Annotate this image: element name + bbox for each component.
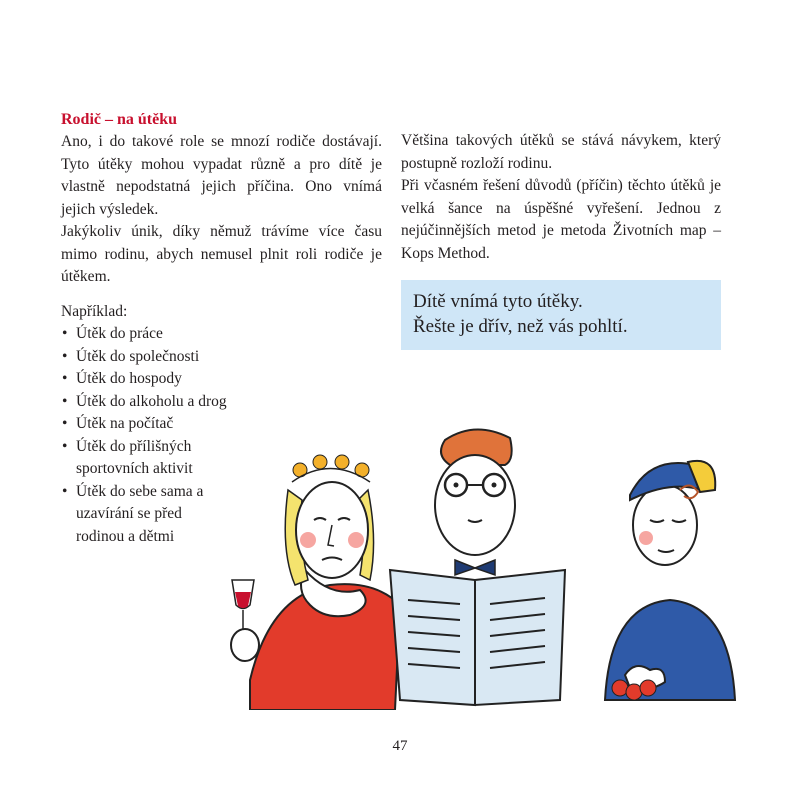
man-figure: [390, 429, 565, 705]
list-item: • Útěk do práce: [61, 323, 382, 346]
left-paragraph-1: Ano, i do takové role se mnozí rodiče dostávají. Tyto útěky mohou vypadat různě a pro dítě je vlastně nepodstatná jejich příčina. Ono vnímá jejich výsledek.: [61, 133, 382, 218]
right-paragraph-2: Při včasném řešení důvodů (příčin) těchto útěků je velká šance na úspěšné vyřešení. Jednou z nejúčinnějších metod je metoda Životních map – Kops Method.: [401, 177, 721, 262]
right-column: [401, 130, 721, 265]
list-item: • Útěk do alkoholu a drog: [61, 391, 382, 414]
list-item: • Útěk do společnosti: [61, 346, 382, 369]
woman-figure: [231, 455, 400, 710]
callout-line-2: Řešte je dřív, než vás pohltí.: [413, 316, 628, 337]
callout-box: [401, 280, 721, 350]
callout-line-1: Dítě vnímá tyto útěky.: [413, 291, 583, 312]
list-intro: Například:: [61, 302, 128, 320]
family-illustration: [210, 420, 750, 710]
boy-figure: [605, 461, 735, 700]
left-paragraph-2: Jakýkoliv únik, díky němuž trávíme více času mimo rodinu, abych nemusel plnit roli rodiče je útěkem.: [61, 223, 382, 285]
list-item: • Útěk do hospody: [61, 368, 382, 391]
list-item: • Útěk na počítač: [61, 413, 382, 436]
page-number: 47: [392, 738, 408, 754]
list-item: • Útěk do přílišných sportovních aktivit: [61, 436, 226, 481]
right-paragraph-1: Většina takových útěků se stává návykem, který postupně rozloží rodinu.: [401, 132, 721, 172]
section-heading: Rodič – na útěku: [61, 111, 178, 128]
list-item: • Útěk do sebe sama a uzavírání se před rodinou a dětmi: [61, 481, 211, 549]
